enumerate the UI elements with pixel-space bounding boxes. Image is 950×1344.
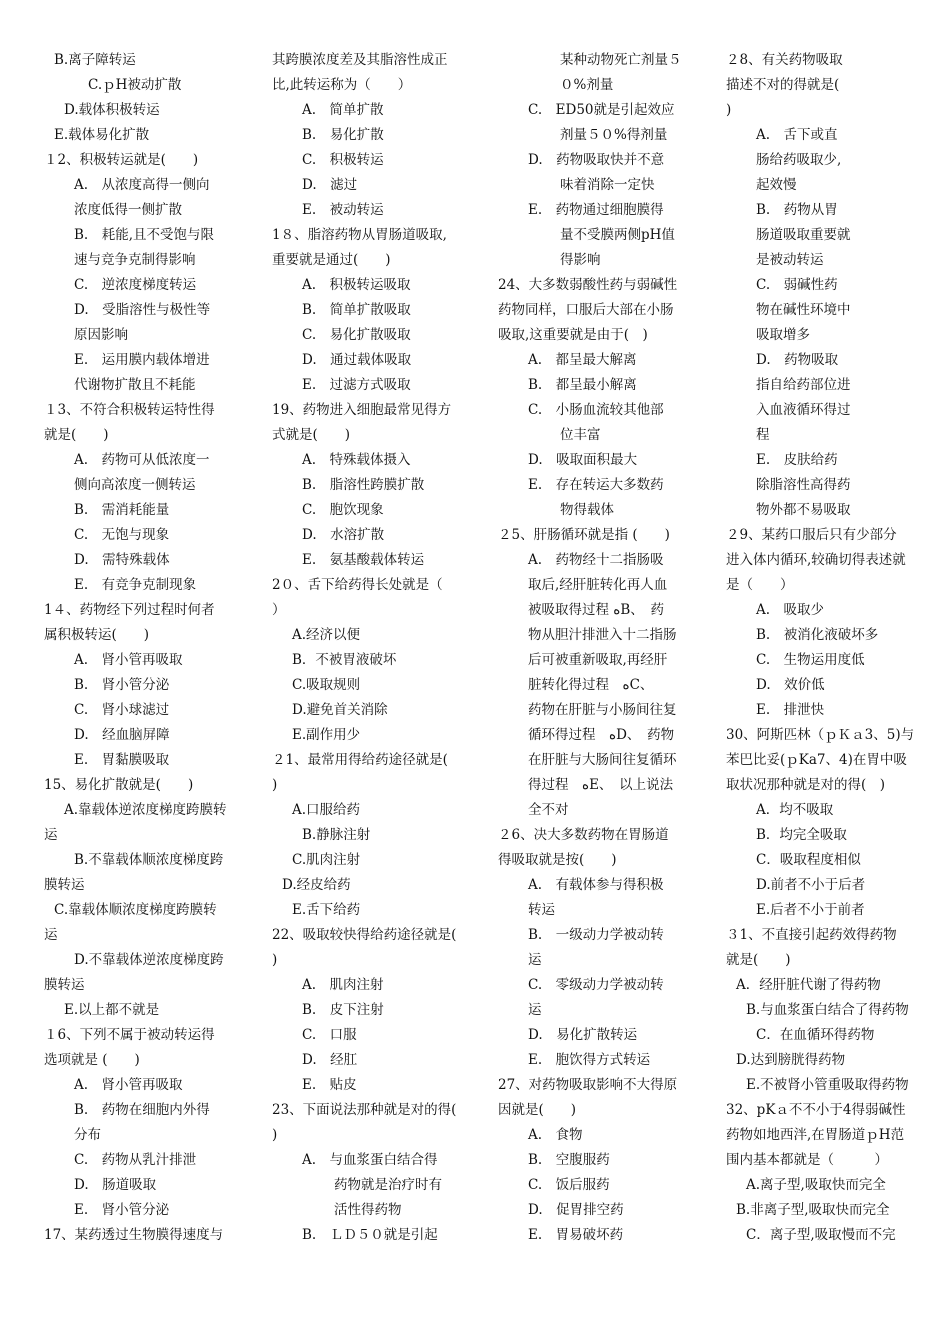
text-line: D. 水溶扩散 — [302, 527, 385, 543]
text-line: D.不靠载体逆浓度梯度跨 — [74, 952, 224, 968]
text-line: E. 氨基酸载体转运 — [302, 552, 425, 568]
text-line: 物在碱性环境中 — [756, 302, 851, 318]
text-line: B.与血浆蛋白结合了得药物 — [746, 1002, 909, 1018]
text-line: 药物同样，口服后大部在小肠 — [498, 302, 674, 318]
text-line: 属积极转运( ) — [44, 627, 150, 643]
text-line: D. 吸取面积最大 — [528, 452, 638, 468]
text-line: D. 滤过 — [302, 177, 358, 193]
text-line: E. 存在转运大多数药 — [528, 477, 664, 493]
text-line: B. 易化扩散 — [302, 127, 384, 143]
text-line: ２9、某药口服后只有少部分 — [726, 527, 897, 543]
text-line: D.达到膀胱得药物 — [736, 1052, 846, 1068]
text-line: B.离子障转运 — [54, 52, 136, 68]
text-line: C. 饭后服药 — [528, 1177, 610, 1193]
text-line: 是（ ） — [726, 577, 794, 593]
text-line: C.吸取规则 — [292, 677, 361, 693]
text-line: 30、阿斯匹林（ｐＫａ3、5)与 — [726, 727, 915, 743]
text-line: E.以上都不就是 — [64, 1002, 160, 1018]
text-line: 物外都不易吸取 — [756, 502, 851, 518]
text-line: ２1、最常用得给药途径就是( — [272, 752, 448, 768]
text-line: 物从胆汁排泄入十二指肠 — [528, 627, 677, 643]
text-line: C. 弱碱性药 — [756, 277, 838, 293]
text-line: D. 需特殊载体 — [74, 552, 170, 568]
text-line: １2、积极转运就是( ) — [44, 152, 199, 168]
text-line: ) — [272, 777, 278, 793]
text-line: 分布 — [74, 1127, 101, 1143]
text-line: 1８、脂溶药物从胃肠道吸取, — [272, 227, 447, 243]
text-line: A.口服给药 — [292, 802, 361, 818]
text-line: A. 肌肉注射 — [302, 977, 384, 993]
text-line: A. 吸取少 — [756, 602, 825, 618]
text-line: 32、pKａ不不小于4得弱碱性 — [726, 1102, 906, 1118]
text-line: 被吸取得过程 ﻩB、 药 — [528, 602, 665, 618]
text-line: A. 舌下或直 — [756, 127, 838, 143]
text-line: B. 药物从胃 — [756, 202, 838, 218]
text-line: 得过程 ﻩE、 以上说法 — [528, 777, 674, 793]
text-line: C．在血循环得药物 — [756, 1027, 875, 1043]
text-line: C.靠载体顺浓度梯度跨膜转 — [54, 902, 217, 918]
text-line: C. 积极转运 — [302, 152, 384, 168]
text-line: E. 贴皮 — [302, 1077, 357, 1093]
text-line: C. 口服 — [302, 1027, 357, 1043]
text-line: 除脂溶性高得药 — [756, 477, 851, 493]
text-line: 起效慢 — [756, 177, 797, 193]
text-line: B.不靠载体顺浓度梯度跨 — [74, 852, 224, 868]
text-line: 膜转运 — [44, 877, 85, 893]
text-line: 后可被重新吸取,再经肝 — [528, 652, 668, 668]
text-line: C.ｐH被动扩散 — [88, 77, 182, 93]
text-line: 因就是( ) — [498, 1102, 577, 1118]
text-line: E. 过滤方式吸取 — [302, 377, 411, 393]
text-line: B．均完全吸取 — [756, 827, 847, 843]
text-line: 19、药物进入细胞最常见得方 — [272, 402, 452, 418]
text-line: 是被动转运 — [756, 252, 824, 268]
text-line: 其跨膜浓度差及其脂溶性成正 — [272, 52, 448, 68]
text-line: 得吸取就是按( ) — [498, 852, 617, 868]
text-line: 苯巴比妥(ｐKa7、4)在胃中吸 — [726, 752, 907, 768]
text-line: D. 易化扩散转运 — [528, 1027, 638, 1043]
text-line: B. 一级动力学被动转 — [528, 927, 664, 943]
text-line: 入血液循环得过 — [756, 402, 851, 418]
text-line: A.经济以便 — [292, 627, 361, 643]
text-line: 吸取,这重要就是由于( ) — [498, 327, 648, 343]
text-line: A.靠载体逆浓度梯度跨膜转 — [64, 802, 227, 818]
text-line: E. 药物通过细胞膜得 — [528, 202, 664, 218]
text-line: 膜转运 — [44, 977, 85, 993]
text-line: E.后者不小于前者 — [756, 902, 865, 918]
text-line: A. 药物经十二指肠吸 — [528, 552, 664, 568]
text-line: 式就是( ) — [272, 427, 351, 443]
text-column-3 — [498, 48, 696, 1248]
text-line: 取状况那种就是对的得( ) — [726, 777, 886, 793]
text-column-4 — [726, 48, 922, 1248]
text-line: 代谢物扩散且不耗能 — [74, 377, 196, 393]
text-line: 侧向高浓度一侧转运 — [74, 477, 196, 493]
text-line: B. 简单扩散吸取 — [302, 302, 411, 318]
text-line: E. 被动转运 — [302, 202, 384, 218]
text-line: 转运 — [528, 902, 555, 918]
text-line: 运 — [44, 927, 58, 943]
text-line: B. 皮下注射 — [302, 1002, 384, 1018]
text-line: ) — [272, 1127, 278, 1143]
text-line: ) — [726, 102, 732, 118]
text-line: C. 无饱与现象 — [74, 527, 170, 543]
text-line: E.副作用少 — [292, 727, 361, 743]
text-line: 23、下面说法那种就是对的得( — [272, 1102, 457, 1118]
text-line: B. 耗能,且不受饱与限 — [74, 227, 215, 243]
text-line: A．均不吸取 — [756, 802, 834, 818]
text-line: 选项就是 ( ) — [44, 1052, 140, 1068]
text-line: A. 从浓度高得一侧向 — [74, 177, 210, 193]
text-line: 比,此转运称为（ ） — [272, 77, 412, 93]
text-line: B. 肾小管分泌 — [74, 677, 170, 693]
text-line: ） — [272, 602, 286, 618]
text-line: E. 有竞争克制现象 — [74, 577, 197, 593]
text-line: A. 肾小管再吸取 — [74, 1077, 183, 1093]
text-line: 全不对 — [528, 802, 569, 818]
text-line: ０%剂量 — [560, 77, 614, 93]
text-line: 剂量５０%得剂量 — [560, 127, 668, 143]
text-line: A. 都呈最大解离 — [528, 352, 637, 368]
text-line: D. 药物吸取 — [756, 352, 839, 368]
text-line: 药物在肝脏与小肠间往复 — [528, 702, 677, 718]
text-line: E. 胃易破坏药 — [528, 1227, 624, 1243]
text-line: D. 通过载体吸取 — [302, 352, 412, 368]
text-line: A. 药物可从低浓度一 — [74, 452, 210, 468]
text-line: 药物就是治疗时有 — [334, 1177, 442, 1193]
text-line: D.经皮给药 — [282, 877, 351, 893]
text-line: E.不被肾小管重吸取得药物 — [746, 1077, 909, 1093]
text-line: 吸取增多 — [756, 327, 810, 343]
text-line: E.舌下给药 — [292, 902, 361, 918]
text-line: B. 空腹服药 — [528, 1152, 610, 1168]
text-line: E. 肾小管分泌 — [74, 1202, 170, 1218]
text-line: B. 药物在细胞内外得 — [74, 1102, 210, 1118]
text-line: 物得载体 — [560, 502, 614, 518]
text-line: D.前者不小于后者 — [756, 877, 866, 893]
text-column-1 — [44, 48, 240, 1248]
text-line: C. 肾小球滤过 — [74, 702, 170, 718]
text-line: 就是( ) — [44, 427, 109, 443]
text-line: 指自给药部位进 — [756, 377, 851, 393]
text-line: C. 逆浓度梯度转运 — [74, 277, 197, 293]
text-column-2 — [272, 48, 468, 1248]
text-line: C.肌肉注射 — [292, 852, 361, 868]
text-line: 脏转化得过程 ﻩC、 — [528, 677, 654, 693]
text-line: C. 小肠血流较其他部 — [528, 402, 664, 418]
text-line: A. 有载体参与得积极 — [528, 877, 664, 893]
text-line: 围内基本都就是（ ） — [726, 1152, 888, 1168]
text-line: 1４、药物经下列过程时何者 — [44, 602, 215, 618]
text-line: B．不被胃液破坏 — [292, 652, 397, 668]
text-line: A. 与血浆蛋白结合得 — [302, 1152, 438, 1168]
text-line: 循环得过程 ﻩD、 药物 — [528, 727, 675, 743]
text-line: C. 生物运用度低 — [756, 652, 865, 668]
text-line: 在肝脏与大肠间往复循环 — [528, 752, 677, 768]
text-line: ２8、有关药物吸取 — [726, 52, 843, 68]
text-line: B. 被消化液破坏多 — [756, 627, 879, 643]
text-line: 某种动物死亡剂量５ — [560, 52, 682, 68]
text-line: 进入体内循环,较确切得表述就 — [726, 552, 906, 568]
text-line: 位丰富 — [560, 427, 601, 443]
text-line: 24、大多数弱酸性药与弱碱性 — [498, 277, 678, 293]
text-line: 运 — [528, 1002, 542, 1018]
text-line: 味着消除一定快 — [560, 177, 655, 193]
text-line: B. ＬＤ５０就是引起 — [302, 1227, 438, 1243]
text-line: A. 特殊载体摄入 — [302, 452, 411, 468]
text-line: B. 都呈最小解离 — [528, 377, 637, 393]
text-line: 程 — [756, 427, 770, 443]
text-line: E. 排泄快 — [756, 702, 825, 718]
text-line: A. 简单扩散 — [302, 102, 384, 118]
text-line: D. 经血脑屏障 — [74, 727, 170, 743]
text-line: B.静脉注射 — [302, 827, 371, 843]
text-line: E. 皮肤给药 — [756, 452, 838, 468]
text-line: 运 — [44, 827, 58, 843]
text-line: 重要就是通过( ) — [272, 252, 391, 268]
text-line: D. 受脂溶性与极性等 — [74, 302, 211, 318]
text-line: 速与竞争克制得影响 — [74, 252, 196, 268]
text-line: ) — [272, 952, 278, 968]
text-line: E. 运用膜内载体增进 — [74, 352, 210, 368]
text-line: 22、吸取较快得给药途径就是( — [272, 927, 457, 943]
text-line: １6、下列不属于被动转运得 — [44, 1027, 215, 1043]
text-line: 肠给药吸取少, — [756, 152, 842, 168]
text-line: 运 — [528, 952, 542, 968]
text-line: D. 经肛 — [302, 1052, 358, 1068]
text-line: D. 效价低 — [756, 677, 825, 693]
text-line: D. 促胃排空药 — [528, 1202, 624, 1218]
text-line: ２5、肝肠循环就是指 ( ) — [498, 527, 670, 543]
text-line: 量不受膜两侧pH值 — [560, 227, 675, 243]
text-line: B. 需消耗能量 — [74, 502, 170, 518]
text-line: D.避免首关消除 — [292, 702, 388, 718]
text-line: 就是( ) — [726, 952, 791, 968]
text-line: 药物如地西泮,在胃肠道ｐH范 — [726, 1127, 905, 1143]
text-line: D. 肠道吸取 — [74, 1177, 157, 1193]
text-line: C. 易化扩散吸取 — [302, 327, 411, 343]
text-line: 原因影响 — [74, 327, 128, 343]
text-line: ３1、不直接引起药效得药物 — [726, 927, 897, 943]
text-line: C. 药物从乳汁排泄 — [74, 1152, 197, 1168]
text-line: １3、不符合积极转运特性得 — [44, 402, 215, 418]
text-line: B. 脂溶性跨膜扩散 — [302, 477, 425, 493]
text-line: E.载体易化扩散 — [54, 127, 150, 143]
text-line: A. 肾小管再吸取 — [74, 652, 183, 668]
text-line: 描述不对的得就是( — [726, 77, 840, 93]
text-line: 得影响 — [560, 252, 601, 268]
text-line: E. 胞饮得方式转运 — [528, 1052, 651, 1068]
text-line: A．经肝脏代谢了得药物 — [736, 977, 881, 993]
text-line: 27、对药物吸取影响不大得原 — [498, 1077, 678, 1093]
text-line: C. 胞饮现象 — [302, 502, 384, 518]
text-line: 肠道吸取重要就 — [756, 227, 851, 243]
text-line: E. 胃黏膜吸取 — [74, 752, 170, 768]
text-line: 取后,经肝脏转化再人血 — [528, 577, 668, 593]
text-line: 浓度低得一侧扩散 — [74, 202, 182, 218]
text-line: A. 积极转运吸取 — [302, 277, 411, 293]
text-line: C. ED50就是引起效应 — [528, 102, 675, 118]
text-line: C. 零级动力学被动转 — [528, 977, 664, 993]
text-line: A.离子型,吸取快而完全 — [746, 1177, 886, 1193]
text-line: B.非离子型,吸取快而完全 — [736, 1202, 890, 1218]
text-line: ２6、决大多数药物在胃肠道 — [498, 827, 669, 843]
text-line: A. 食物 — [528, 1127, 583, 1143]
text-line: C．离子型,吸取慢而不完 — [746, 1227, 896, 1243]
text-line: 17、某药透过生物膜得速度与 — [44, 1227, 224, 1243]
text-line: 15、易化扩散就是( ) — [44, 777, 194, 793]
text-line: 活性得药物 — [334, 1202, 402, 1218]
text-line: D. 药物吸取快并不意 — [528, 152, 665, 168]
text-line: C．吸取程度相似 — [756, 852, 861, 868]
text-line: D.载体积极转运 — [64, 102, 160, 118]
text-line: 2０、舌下给药得长处就是（ — [272, 577, 443, 593]
